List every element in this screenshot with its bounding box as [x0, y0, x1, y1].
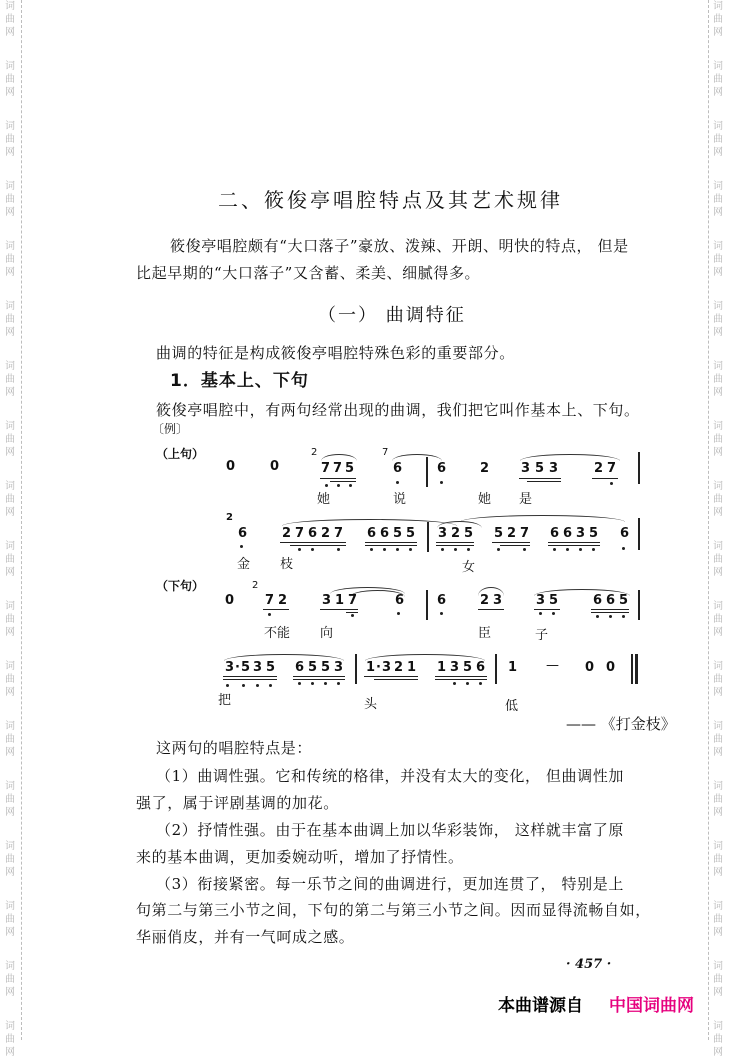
- note: 2: [480, 461, 490, 476]
- point-2-line-1: （2）抒情性强。由于在基本曲调上加以华彩装饰， 这样就丰富了原: [156, 821, 624, 839]
- note: 2: [278, 593, 288, 608]
- watermark-text: 词 曲 网: [713, 1, 723, 38]
- note: 5: [535, 461, 545, 476]
- note: 5: [549, 593, 559, 608]
- point-3-line-3: 华丽俏皮，并有一气呵成之感。: [136, 928, 355, 946]
- grace-note: 2: [252, 580, 259, 591]
- watermark-text: 词 曲 网: [5, 781, 15, 818]
- note: 1: [508, 660, 518, 675]
- intro-line-1: 筱俊亭唱腔颇有“大口落子”豪放、泼辣、开朗、明快的特点， 但是: [170, 237, 629, 255]
- note: 1: [437, 660, 447, 675]
- watermark-text: 词 曲 网: [713, 961, 723, 998]
- watermark-text: 词 曲 网: [713, 601, 723, 638]
- watermark-text: 词 曲 网: [713, 781, 723, 818]
- watermark-text: 词 曲 网: [713, 121, 723, 158]
- footer-site-link[interactable]: 中国词曲网: [609, 996, 694, 1016]
- note: 5: [345, 461, 355, 476]
- note: 0: [585, 660, 595, 675]
- lyric: 把: [218, 693, 232, 708]
- lyric: 向: [320, 626, 334, 641]
- watermark-text: 词 曲 网: [5, 841, 15, 878]
- note: 5: [589, 526, 599, 541]
- watermark-text: 词 曲 网: [5, 421, 15, 458]
- note: 7: [333, 461, 343, 476]
- note: 3: [493, 593, 503, 608]
- note: 7: [520, 526, 530, 541]
- note: 2: [282, 526, 292, 541]
- note: 3: [253, 660, 263, 675]
- watermark-text: 词 曲 网: [5, 181, 15, 218]
- sub-intro: 曲调的特征是构成筱俊亭唱腔特殊色彩的重要部分。: [156, 344, 515, 362]
- note: 2: [507, 526, 517, 541]
- watermark-text: 词 曲 网: [5, 121, 15, 158]
- lyric: 不能: [264, 626, 291, 641]
- note: 6: [563, 526, 573, 541]
- watermark-text: 词 曲 网: [5, 301, 15, 338]
- note: 3: [521, 461, 531, 476]
- note: 0: [225, 593, 235, 608]
- lyric: 说: [393, 492, 407, 507]
- watermark-text: 词 曲 网: [713, 661, 723, 698]
- grace-note: 2: [226, 512, 233, 523]
- point-1-line-2: 强了，属于评剧基调的加花。: [136, 794, 339, 812]
- note: 6: [395, 593, 405, 608]
- upper-phrase-label: （上句）: [156, 447, 205, 461]
- watermark-text: 词 曲 网: [713, 841, 723, 878]
- page-number: · 457 ·: [566, 957, 612, 972]
- intro-line-2: 比起早期的“大口落子”又含蓄、柔美、细腻得多。: [136, 264, 481, 282]
- note: 5: [463, 660, 473, 675]
- watermark-text: 词 曲 网: [713, 901, 723, 938]
- watermark-text: 词 曲 网: [713, 481, 723, 518]
- lyric: 臣: [478, 626, 492, 641]
- subsection-title: （一） 曲调特征: [318, 305, 466, 326]
- watermark-text: 词 曲 网: [713, 241, 723, 278]
- point-3-line-1: （3）衔接紧密。每一乐节之间的曲调进行，更加连贯了， 特别是上: [156, 875, 624, 893]
- lyric: 是: [519, 492, 533, 507]
- note: 5: [308, 660, 318, 675]
- lyric: 低: [505, 699, 519, 714]
- lyric: 子: [535, 628, 549, 643]
- note: 5: [321, 660, 331, 675]
- note: 6: [380, 526, 390, 541]
- note: 6: [393, 461, 403, 476]
- note: 2: [480, 593, 490, 608]
- watermark-text: 词 曲 网: [5, 61, 15, 98]
- note: 3: [450, 660, 460, 675]
- watermark-text: 词 曲 网: [5, 541, 15, 578]
- watermark-text: 词 曲 网: [5, 241, 15, 278]
- note: 6: [476, 660, 486, 675]
- lower-phrase-label: （下句）: [156, 579, 205, 593]
- watermark-text: 词 曲 网: [5, 481, 15, 518]
- note: 3: [438, 526, 448, 541]
- point-2-line-2: 来的基本曲调，更加委婉动听，增加了抒情性。: [136, 848, 464, 866]
- lyric: 女: [462, 560, 476, 575]
- note: 2: [594, 461, 604, 476]
- note: 6: [437, 593, 447, 608]
- grace-note: 2: [311, 447, 318, 458]
- note: 5: [406, 526, 416, 541]
- note: 5: [619, 593, 629, 608]
- note: 6: [593, 593, 603, 608]
- note: 6: [238, 526, 248, 541]
- note: 1: [407, 660, 417, 675]
- note: 5: [464, 526, 474, 541]
- lyric: 她: [478, 492, 492, 507]
- note: 6: [367, 526, 377, 541]
- section-title: 二、筱俊亭唱腔特点及其艺术规律: [218, 188, 563, 212]
- note: 2: [451, 526, 461, 541]
- note: 7: [607, 461, 617, 476]
- lyric: 枝: [280, 557, 294, 572]
- watermark-text: 词 曲 网: [5, 961, 15, 998]
- note: 3: [536, 593, 546, 608]
- note: 6: [437, 461, 447, 476]
- grace-note: 7: [382, 447, 389, 458]
- point-1-line-1: （1）曲调性强。它和传统的格律，并没有太大的变化， 但曲调性加: [156, 767, 624, 785]
- note: 7: [295, 526, 305, 541]
- watermark-text: 词 曲 网: [5, 661, 15, 698]
- note: 3·5: [225, 660, 252, 675]
- note: 1·3: [366, 660, 393, 675]
- note: 7: [348, 593, 358, 608]
- note: 5: [494, 526, 504, 541]
- heading-basic-phrases: 1．基本上、下句: [170, 371, 309, 391]
- watermark-text: 词 曲 网: [713, 1021, 723, 1058]
- note: 6: [620, 526, 630, 541]
- note: 5: [266, 660, 276, 675]
- lyric: 金: [237, 557, 251, 572]
- note: 3: [549, 461, 559, 476]
- lyric: 头: [364, 697, 378, 712]
- analysis-intro: 这两句的唱腔特点是：: [156, 739, 313, 757]
- lyric: 她: [317, 492, 331, 507]
- note: 6: [295, 660, 305, 675]
- note: 1: [335, 593, 345, 608]
- watermark-text: 词 曲 网: [713, 61, 723, 98]
- note: 5: [393, 526, 403, 541]
- watermark-text: 词 曲 网: [5, 361, 15, 398]
- watermark-text: 词 曲 网: [713, 301, 723, 338]
- watermark-text: 词 曲 网: [5, 721, 15, 758]
- note: 0: [606, 660, 616, 675]
- note: 3: [334, 660, 344, 675]
- note: 3: [322, 593, 332, 608]
- heading-text: 筱俊亭唱腔中，有两句经常出现的曲调，我们把它叫作基本上、下句。: [156, 401, 640, 419]
- watermark-text: 词 曲 网: [713, 541, 723, 578]
- watermark-text: 词 曲 网: [5, 901, 15, 938]
- note: 0: [270, 459, 280, 474]
- watermark-text: 词 曲 网: [5, 1, 15, 38]
- note: 2: [394, 660, 404, 675]
- watermark-text: 词 曲 网: [713, 361, 723, 398]
- note: 6: [606, 593, 616, 608]
- example-label: 〔例〕: [152, 422, 189, 436]
- note: 6: [550, 526, 560, 541]
- watermark-text: 词 曲 网: [713, 721, 723, 758]
- watermark-text: 词 曲 网: [5, 1021, 15, 1058]
- note: 2: [321, 526, 331, 541]
- footer-source-prefix: 本曲谱源自: [498, 996, 583, 1016]
- note: 0: [226, 459, 236, 474]
- note: 7: [321, 461, 331, 476]
- score-source: —— 《打金枝》: [566, 715, 676, 733]
- watermark-text: 词 曲 网: [713, 421, 723, 458]
- note-dash: —: [546, 658, 559, 673]
- point-3-line-2: 句第二与第三小节之间，下句的第二与第三小节之间。因而显得流畅自如，: [136, 901, 651, 919]
- note: 7: [334, 526, 344, 541]
- watermark-text: 词 曲 网: [5, 601, 15, 638]
- watermark-text: 词 曲 网: [713, 181, 723, 218]
- note: 3: [576, 526, 586, 541]
- note: 6: [308, 526, 318, 541]
- note: 7: [265, 593, 275, 608]
